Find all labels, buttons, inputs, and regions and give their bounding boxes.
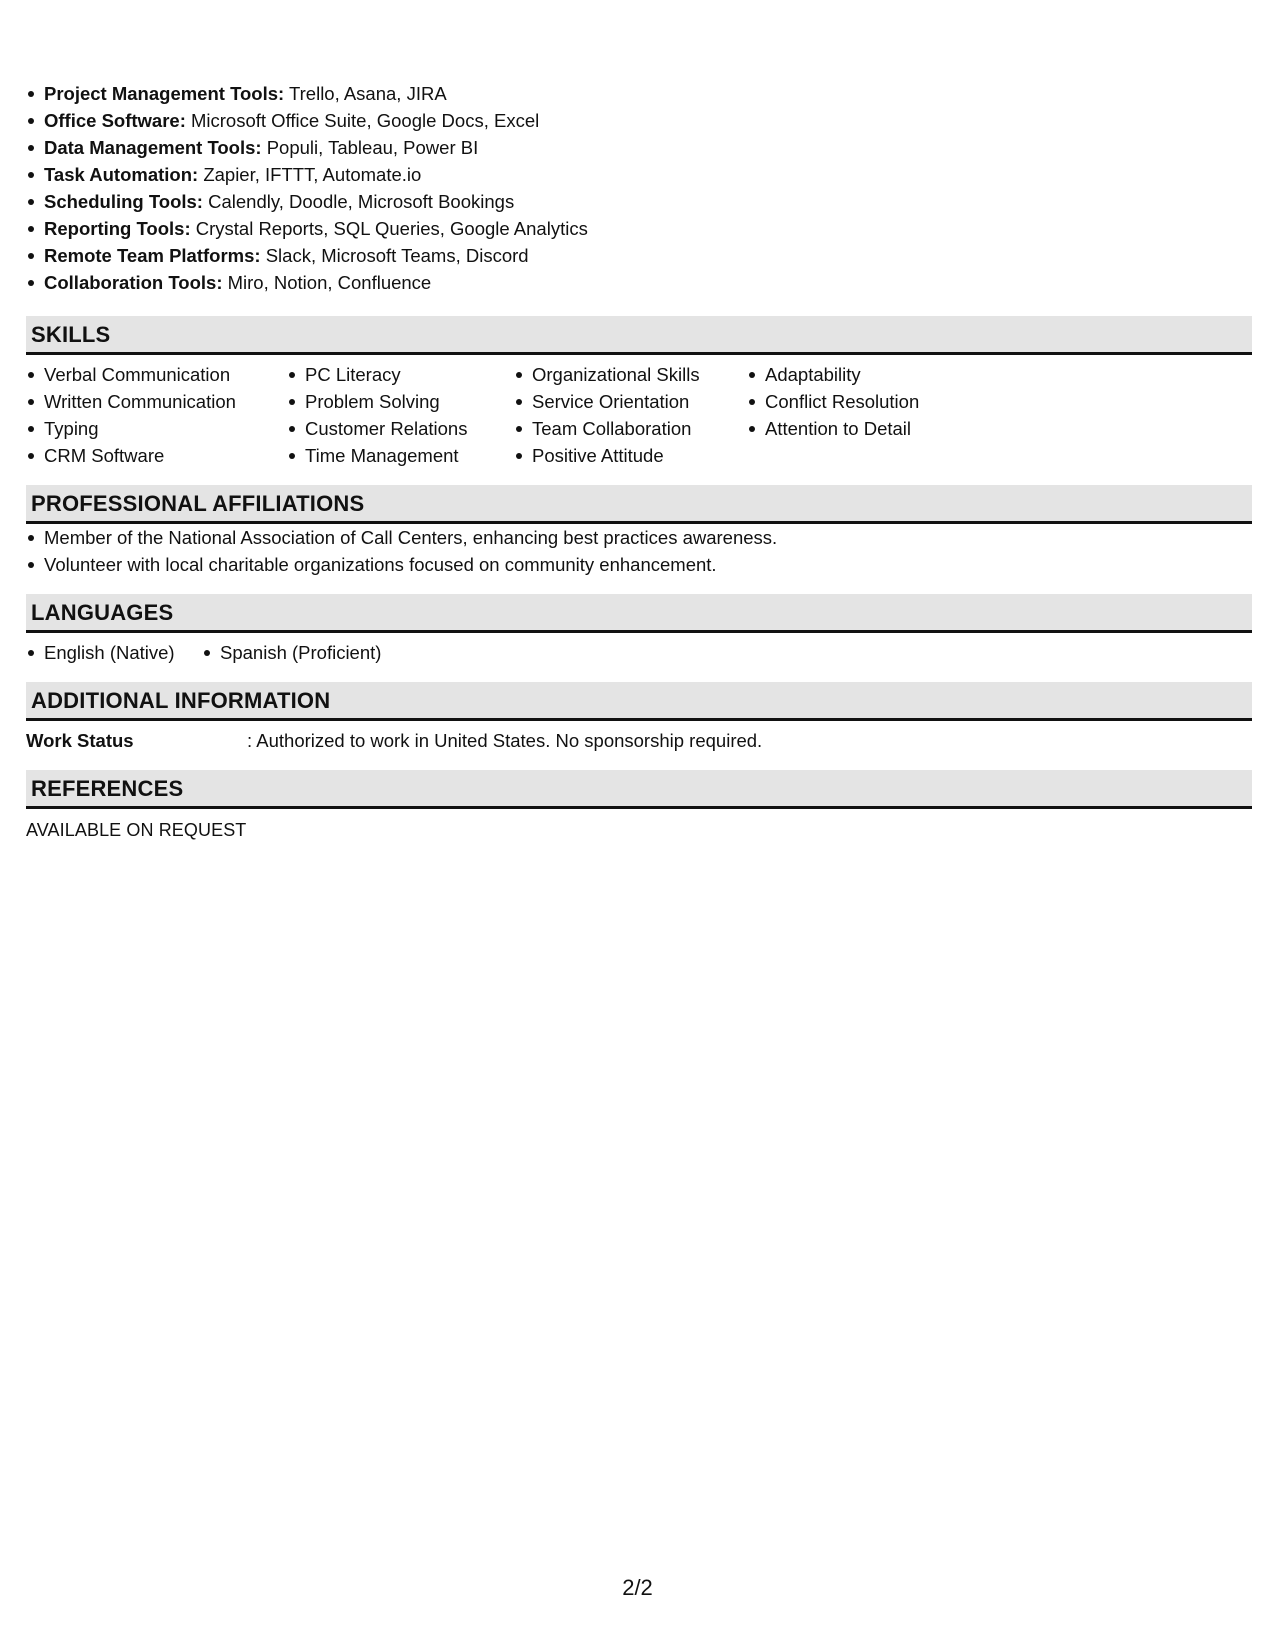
references-section-title: REFERENCES [26, 770, 1252, 809]
list-item [44, 188, 1252, 215]
list-item [44, 215, 1252, 242]
tool-value: Crystal Reports, SQL Queries, Google Analytics [195, 218, 588, 239]
skills-grid [26, 361, 1252, 469]
language-list [26, 639, 202, 666]
skills-section-title: SKILLS [26, 316, 1252, 355]
tool-value: Trello, Asana, JIRA [289, 83, 447, 104]
tool-value: Microsoft Office Suite, Google Docs, Excel [191, 110, 540, 131]
skill-item: Time Management [305, 442, 514, 469]
list-item [44, 161, 1252, 188]
tool-label: Office Software: [44, 110, 186, 131]
skill-item: Conflict Resolution [765, 388, 1005, 415]
list-item [44, 242, 1252, 269]
skills-column [26, 361, 287, 469]
list-item [44, 134, 1252, 161]
tool-label: Task Automation: [44, 164, 199, 185]
languages-row [26, 639, 1252, 666]
skill-item: Written Communication [44, 388, 287, 415]
skill-item: Customer Relations [305, 415, 514, 442]
affiliations-section-title: PROFESSIONAL AFFILIATIONS [26, 485, 1252, 524]
tool-label: Remote Team Platforms: [44, 245, 261, 266]
language-item: English (Native) [44, 639, 202, 666]
references-text: AVAILABLE ON REQUEST [26, 820, 247, 840]
work-status-row [26, 727, 1252, 754]
language-item: Spanish (Proficient) [220, 639, 381, 666]
affiliation-item: Member of the National Association of Call Centers, enhancing best practices awareness. [44, 524, 1252, 551]
tool-value: Populi, Tableau, Power BI [266, 137, 479, 158]
skills-column [514, 361, 747, 469]
skills-column [747, 361, 1005, 469]
tool-value: Calendly, Doodle, Microsoft Bookings [208, 191, 515, 212]
tool-label: Scheduling Tools: [44, 191, 203, 212]
skill-item: Problem Solving [305, 388, 514, 415]
skill-item: Team Collaboration [532, 415, 747, 442]
skill-item: Positive Attitude [532, 442, 747, 469]
skill-item: Organizational Skills [532, 361, 747, 388]
skill-item: Typing [44, 415, 287, 442]
tools-list [26, 80, 1252, 296]
page-number: 2/2 [622, 1575, 653, 1600]
list-item [44, 107, 1252, 134]
languages-section-title: LANGUAGES [26, 594, 1252, 633]
work-status-value: : Authorized to work in United States. No sponsorship required. [247, 730, 763, 751]
tool-label: Reporting Tools: [44, 218, 191, 239]
tool-label: Collaboration Tools: [44, 272, 223, 293]
tool-label: Project Management Tools: [44, 83, 285, 104]
tool-label: Data Management Tools: [44, 137, 262, 158]
tool-value: Zapier, IFTTT, Automate.io [203, 164, 422, 185]
skill-item: CRM Software [44, 442, 287, 469]
skill-item: PC Literacy [305, 361, 514, 388]
tool-value: Slack, Microsoft Teams, Discord [265, 245, 529, 266]
list-item [44, 269, 1252, 296]
work-status-label: Work Status [26, 730, 134, 751]
additional-info-section-title: ADDITIONAL INFORMATION [26, 682, 1252, 721]
skill-item: Service Orientation [532, 388, 747, 415]
skill-item: Attention to Detail [765, 415, 1005, 442]
skill-item: Verbal Communication [44, 361, 287, 388]
skills-column [287, 361, 514, 469]
tool-value: Miro, Notion, Confluence [227, 272, 432, 293]
list-item [44, 80, 1252, 107]
affiliation-item: Volunteer with local charitable organizations focused on community enhancement. [44, 551, 1252, 578]
skill-item: Adaptability [765, 361, 1005, 388]
affiliations-list [26, 524, 1252, 578]
resume-page [26, 80, 1252, 844]
language-list [202, 639, 381, 666]
